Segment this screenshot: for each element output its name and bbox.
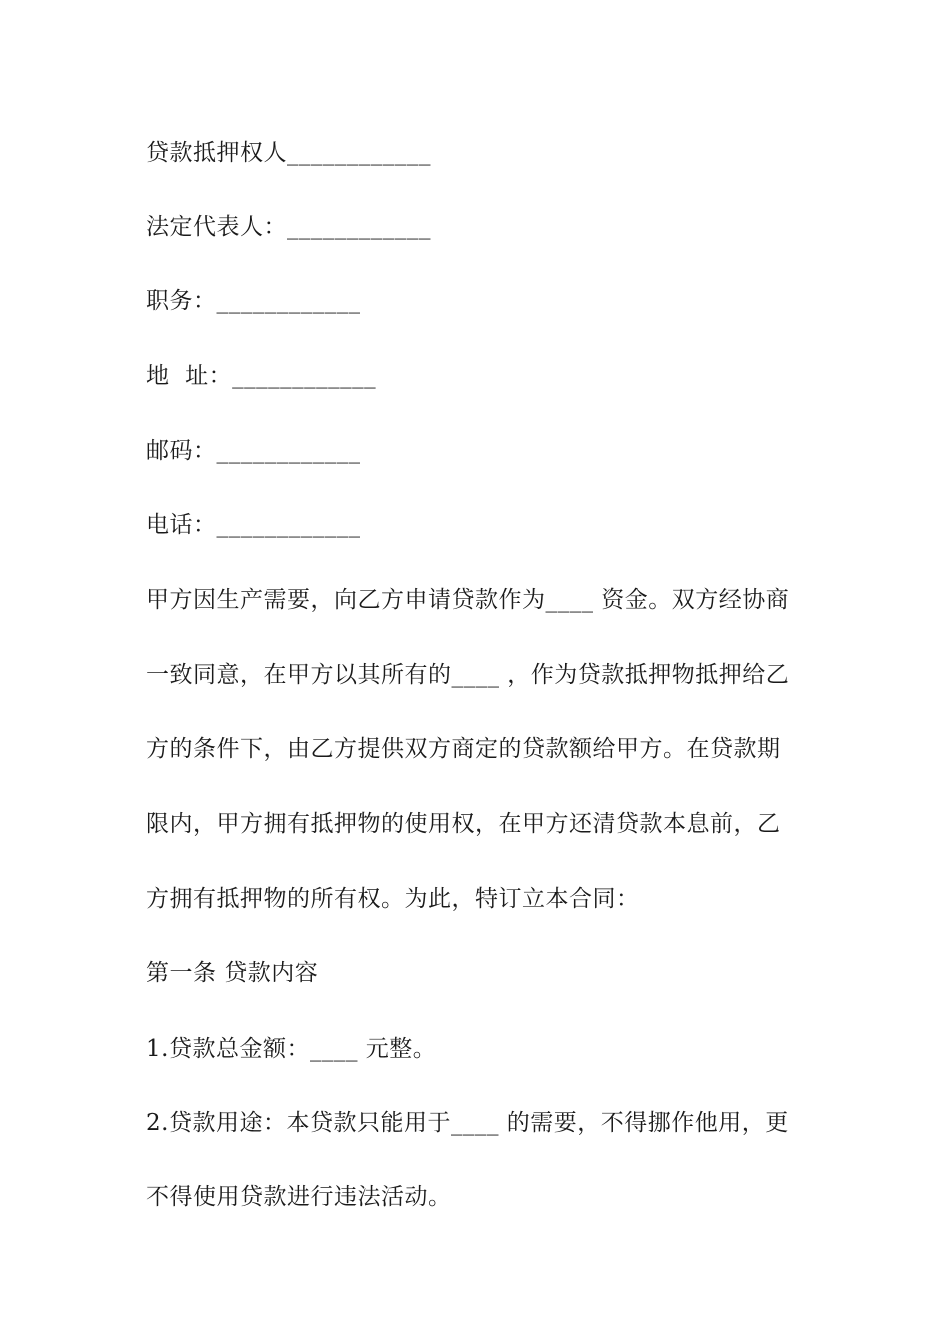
position-line: 职务：____________ [146, 288, 361, 314]
paragraph-line: 方拥有抵押物的所有权。为此，特订立本合同： [146, 886, 640, 912]
article-title: 第一条 贷款内容 [146, 960, 319, 986]
phone-line: 电话：____________ [146, 512, 361, 538]
paragraph-line: 一致同意，在甲方以其所有的____ ，作为贷款抵押物抵押给乙 [146, 662, 790, 688]
paragraph-line: 限内，甲方拥有抵押物的使用权，在甲方还清贷款本息前，乙 [146, 811, 781, 837]
paragraph-line: 甲方因生产需要，向乙方申请贷款作为____ 资金。双方经协商 [146, 587, 790, 613]
mortgagee-line: 贷款抵押权人____________ [146, 140, 431, 166]
paragraph-line: 方的条件下，由乙方提供双方商定的贷款额给甲方。在贷款期 [146, 736, 781, 762]
loan-purpose-item: 2.贷款用途：本贷款只能用于____ 的需要，不得挪作他用，更 [146, 1110, 789, 1136]
address-line: 地 址：____________ [146, 363, 377, 389]
postcode-line: 邮码：____________ [146, 438, 361, 464]
loan-amount-item: 1.贷款总金额：____ 元整。 [146, 1036, 437, 1062]
loan-purpose-item-continued: 不得使用贷款进行违法活动。 [146, 1184, 452, 1210]
legal-representative-line: 法定代表人：____________ [146, 214, 431, 240]
